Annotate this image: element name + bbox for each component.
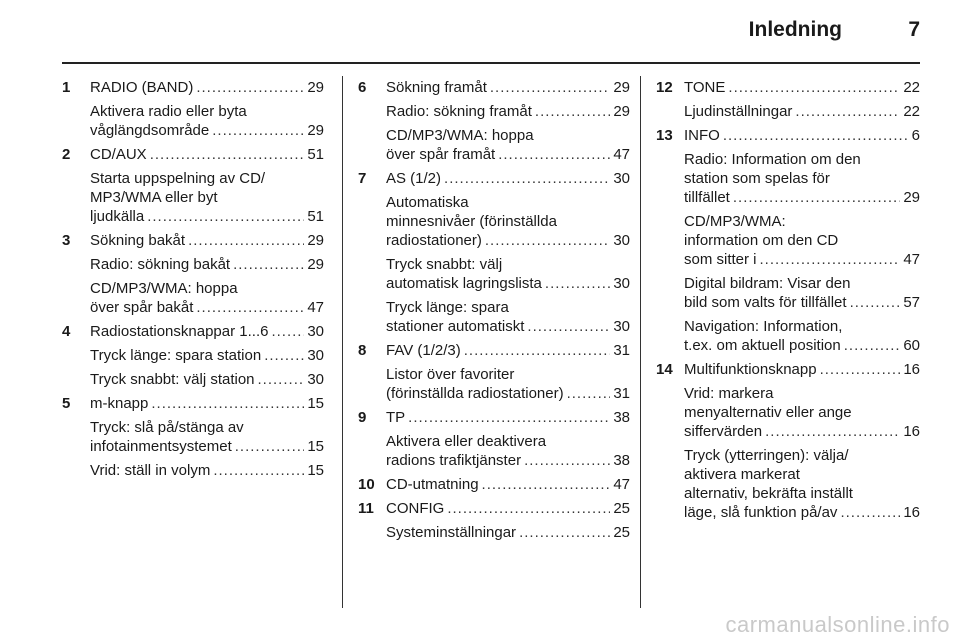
page-reference[interactable]: 16 [903,504,920,521]
entry-text: Aktivera eller deaktivera [386,433,547,450]
page-number: 7 [908,18,920,41]
text-line [90,346,324,365]
entry-text: INFO [684,127,720,144]
entry-description [90,418,324,456]
entry-text: t.ex. om aktuell position [684,337,841,354]
entry-text: Radio: Information om den [684,151,861,168]
entry-text: MP3/WMA eller byt [90,189,218,206]
text-line [684,403,920,422]
page-reference[interactable]: 30 [613,232,630,249]
page-reference[interactable]: 6 [911,127,920,144]
entry-description [386,255,630,293]
entry-text: station som spelas för [684,170,830,187]
index-entry [62,78,324,140]
entry-description [684,274,920,312]
entry-number: 13 [656,127,673,144]
page-reference[interactable]: 29 [307,122,324,139]
entry-description [386,432,630,470]
header-rule [62,62,920,64]
entry-text: CONFIG [386,500,445,517]
leader-dots [728,78,900,97]
leader-dots [264,346,304,365]
entry-description [684,317,920,355]
text-line [684,250,920,269]
entry-number: 6 [358,79,367,96]
text-line [684,484,920,503]
text-line [386,231,630,250]
text-line [386,341,630,360]
text-line [386,255,630,274]
entry-text: CD/MP3/WMA: hoppa [90,280,238,297]
entry-number: 10 [358,476,375,493]
leader-dots [150,145,305,164]
entry-number: 3 [62,232,71,249]
entry-number: 5 [62,395,71,412]
page-reference[interactable]: 38 [613,452,630,469]
entry-text: läge, slå funktion på/av [684,504,838,521]
text-line [386,274,630,293]
entry-text: AS (1/2) [386,170,442,187]
entry-number: 14 [656,361,673,378]
entry-text: Digital bildram: Visar den [684,275,851,292]
entry-description [386,193,630,250]
entry-text: menyalternativ eller ange [684,404,852,421]
page-reference[interactable]: 30 [613,318,630,335]
page-header [0,0,960,66]
text-line [90,207,324,226]
text-line [386,408,630,427]
text-line [90,188,324,207]
entry-description [386,126,630,164]
text-line [90,231,324,250]
text-line [684,274,920,293]
index-entry [358,499,630,542]
text-line [90,461,324,480]
page-reference[interactable]: 30 [613,170,630,187]
entry-text: FAV (1/2/3) [386,342,461,359]
text-line [90,298,324,317]
index-entry [62,231,324,317]
leader-dots [485,231,610,250]
leader-dots [147,207,304,226]
entry-description [90,279,324,317]
leader-dots [188,231,304,250]
page-reference[interactable]: 29 [307,79,324,96]
entry-text: CD/AUX [90,146,147,163]
page-reference[interactable]: 15 [307,438,324,455]
entry-text: Tryck länge: spara [386,299,509,316]
entry-text: Vrid: markera [684,385,774,402]
entry-text: information om den CD [684,232,839,249]
entry-text: Navigation: Information, [684,318,843,335]
entry-text: CD/MP3/WMA: hoppa [386,127,534,144]
column-divider [342,76,343,608]
entry-text: infotainmentsystemet [90,438,232,455]
index-entry [656,78,920,121]
page-reference[interactable]: 25 [613,524,630,541]
entry-number: 12 [656,79,673,96]
entry-text: m-knapp [90,395,149,412]
entry-text: Aktivera radio eller byta [90,103,247,120]
leader-dots [464,341,611,360]
entry-heading [90,78,324,97]
leader-dots [233,255,304,274]
column-divider [640,76,641,608]
text-line [386,169,630,188]
entry-description [90,169,324,226]
text-line [386,523,630,542]
page-reference[interactable]: 16 [903,423,920,440]
text-line [90,279,324,298]
page-reference[interactable]: 57 [903,294,920,311]
entry-description [386,102,630,121]
entry-text: Sökning framåt [386,79,487,96]
entry-heading [684,126,920,145]
page-reference[interactable]: 29 [613,103,630,120]
page-reference[interactable]: 22 [903,79,920,96]
text-line [90,78,324,97]
entry-text: (förinställda radiostationer) [386,385,564,402]
entry-heading [90,394,324,413]
leader-dots [527,317,610,336]
entry-description [90,346,324,365]
entry-description [90,255,324,274]
entry-description [684,446,920,522]
entry-number: 7 [358,170,367,187]
entry-text: Radio: sökning framåt [386,103,532,120]
text-line [684,360,920,379]
entry-text: Sökning bakåt [90,232,186,249]
leader-dots [795,102,900,121]
column-3 [656,78,920,522]
entry-description [386,298,630,336]
entry-text: över spår bakåt [90,299,194,316]
page-reference[interactable]: 29 [903,189,920,206]
page-reference[interactable]: 47 [613,476,630,493]
leader-dots [258,370,305,389]
text-line [90,121,324,140]
page-reference[interactable]: 29 [613,79,630,96]
entry-heading [386,499,630,518]
entry-text: radiostationer) [386,232,482,249]
leader-dots [733,188,900,207]
entry-text: tillfället [684,189,730,206]
text-line [90,418,324,437]
leader-dots [213,461,304,480]
column-2 [358,78,630,542]
watermark: carmanualsonline.info [725,612,950,637]
index-entry [656,126,920,355]
text-line [684,150,920,169]
text-line [684,126,920,145]
leader-dots [760,250,901,269]
entry-heading [90,322,324,341]
entry-text: Systeminställningar [386,524,517,541]
leader-dots [151,394,304,413]
entry-text: CD/MP3/WMA: [684,213,786,230]
entry-text: stationer automatiskt [386,318,525,335]
text-line [90,370,324,389]
leader-dots [850,293,901,312]
text-line [386,499,630,518]
entry-text: aktivera markerat [684,466,800,483]
leader-dots [196,298,304,317]
leader-dots [840,503,900,522]
entry-description [684,212,920,269]
page-reference[interactable]: 30 [307,347,324,364]
text-line [90,437,324,456]
entry-text: Tryck: slå på/stänga av [90,419,244,436]
text-line [386,384,630,403]
text-line [684,336,920,355]
leader-dots [235,437,305,456]
entry-heading [386,78,630,97]
page-reference[interactable]: 15 [307,462,324,479]
page-reference[interactable]: 29 [307,232,324,249]
text-line [386,193,630,212]
index-entry [358,341,630,403]
text-line [684,212,920,231]
entry-description [90,102,324,140]
text-line [90,145,324,164]
entry-description [90,370,324,389]
page-reference[interactable]: 47 [903,251,920,268]
entry-text: över spår framåt [386,146,496,163]
entry-number: 9 [358,409,367,426]
page-reference[interactable]: 51 [307,146,324,163]
entry-heading [386,475,630,494]
entry-heading [684,78,920,97]
text-line [386,212,630,231]
index-entry [656,360,920,522]
entry-description [684,150,920,207]
index-entry [62,322,324,389]
leader-dots [535,102,610,121]
entry-text: som sitter i [684,251,757,268]
page-reference[interactable]: 30 [613,275,630,292]
leader-dots [212,121,304,140]
entry-text: TP [386,409,406,426]
entry-text: automatisk lagringslista [386,275,542,292]
leader-dots [723,126,909,145]
entry-heading [386,341,630,360]
entry-text: radions trafiktjänster [386,452,522,469]
page-reference[interactable]: 25 [613,500,630,517]
entry-text: våglängdsområde [90,122,210,139]
text-line [90,102,324,121]
leader-dots [271,322,304,341]
text-line [684,102,920,121]
entry-number: 11 [358,500,374,517]
text-line [386,298,630,317]
entry-description [684,384,920,441]
entry-text: minnesnivåer (förinställda [386,213,557,230]
entry-text: siffervärden [684,423,763,440]
entry-text: Multifunktionsknapp [684,361,817,378]
entry-heading [90,145,324,164]
text-line [386,451,630,470]
column-1 [62,78,324,480]
leader-dots [765,422,900,441]
page-reference[interactable]: 22 [903,103,920,120]
text-line [386,145,630,164]
leader-dots [490,78,610,97]
entry-text: Tryck snabbt: välj station [90,371,255,388]
index-entry [62,145,324,226]
text-line [90,394,324,413]
index-entry [358,78,630,164]
text-line [684,293,920,312]
entry-text: RADIO (BAND) [90,79,194,96]
entry-text: Tryck (ytterringen): välja/ [684,447,849,464]
entry-description [684,102,920,121]
entry-text: Ljudinställningar [684,103,793,120]
entry-text: bild som valts för tillfället [684,294,847,311]
text-line [684,384,920,403]
text-line [684,188,920,207]
text-line [386,365,630,384]
leader-dots [444,169,610,188]
entry-text: Tryck snabbt: välj [386,256,503,273]
page-title: Inledning [748,18,842,41]
entry-text: Radio: sökning bakåt [90,256,231,273]
entry-heading [386,408,630,427]
text-line [90,169,324,188]
text-line [684,317,920,336]
leader-dots [447,499,610,518]
entry-number: 4 [62,323,71,340]
index-entry [358,408,630,470]
text-line [684,231,920,250]
entry-number: 2 [62,146,71,163]
page-reference[interactable]: 60 [903,337,920,354]
text-line [386,475,630,494]
entry-number: 1 [62,79,71,96]
leader-dots [844,336,901,355]
page-reference[interactable]: 30 [307,371,324,388]
text-line [90,322,324,341]
index-entry [358,169,630,336]
leader-dots [196,78,304,97]
leader-dots [524,451,610,470]
text-line [684,78,920,97]
page-reference[interactable]: 29 [307,256,324,273]
page-reference[interactable]: 31 [613,385,630,402]
text-line [386,102,630,121]
leader-dots [482,475,611,494]
entry-text: Vrid: ställ in volym [90,462,211,479]
leader-dots [498,145,610,164]
text-line [386,126,630,145]
leader-dots [820,360,901,379]
page-reference[interactable]: 30 [307,323,324,340]
index-entry [358,475,630,494]
text-line [90,255,324,274]
page-reference[interactable]: 47 [613,146,630,163]
entry-text: ljudkälla [90,208,145,225]
entry-text: Automatiska [386,194,469,211]
leader-dots [408,408,610,427]
text-line [386,78,630,97]
text-line [386,432,630,451]
entry-text: Tryck länge: spara station [90,347,262,364]
text-line [684,503,920,522]
entry-heading [684,360,920,379]
entry-heading [90,231,324,250]
entry-description [386,523,630,542]
page-reference[interactable]: 31 [613,342,630,359]
entry-text: Starta uppspelning av CD/ [90,170,266,187]
text-line [684,446,920,465]
leader-dots [519,523,610,542]
entry-text: Listor över favoriter [386,366,515,383]
entry-description [90,461,324,480]
text-line [684,422,920,441]
page-reference[interactable]: 16 [903,361,920,378]
page-reference[interactable]: 51 [307,208,324,225]
entry-text: alternativ, bekräfta inställt [684,485,853,502]
text-line [386,317,630,336]
page-reference[interactable]: 15 [307,395,324,412]
entry-text: CD-utmatning [386,476,479,493]
leader-dots [545,274,610,293]
text-line [684,169,920,188]
entry-description [386,365,630,403]
entry-heading [386,169,630,188]
entry-number: 8 [358,342,367,359]
page-reference[interactable]: 47 [307,299,324,316]
leader-dots [567,384,611,403]
entry-text: Radiostationsknappar 1...6 [90,323,269,340]
entry-text: TONE [684,79,726,96]
text-line [684,465,920,484]
page-reference[interactable]: 38 [613,409,630,426]
index-entry [62,394,324,480]
